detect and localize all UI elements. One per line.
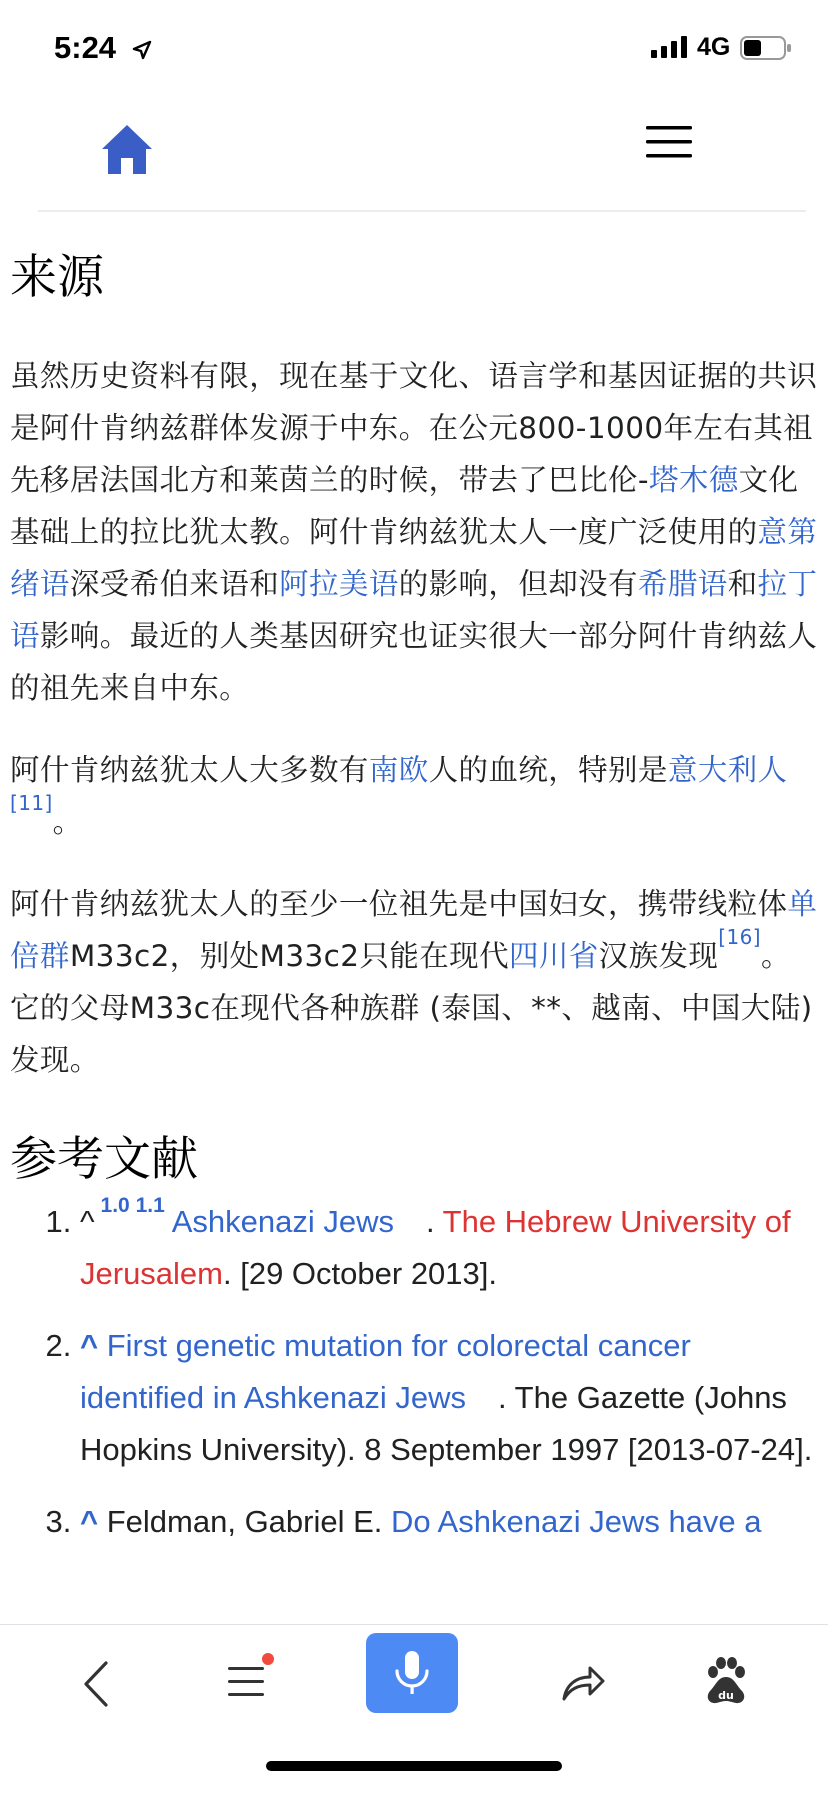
reference-list [10,1196,820,1548]
external-link-icon [400,1214,418,1232]
voice-search-button[interactable] [366,1633,458,1713]
text-span: 的影响，但却没有 [398,567,638,601]
microphone-icon [366,1633,458,1713]
link-greek[interactable]: 希腊语 [637,567,728,601]
cellular-signal-icon [651,36,691,58]
ref-red-link[interactable]: The Hebrew University of Jerusalem [80,1204,791,1291]
text-span: . The Gazette (Johns Hopkins University). 8 September 1997 [2013-07-24]. [80,1380,813,1467]
back-icon[interactable] [78,1659,114,1709]
link-talmud[interactable]: 塔木德 [648,463,739,497]
text-span: 。它的父母M33c在现代各种族群 (泰国、**、越南、中国大陆)发现。 [10,939,813,1077]
citation-11[interactable]: [11] [10,791,53,815]
link-latin[interactable]: 拉丁语 [10,567,818,653]
link-southern-europe[interactable]: 南欧 [368,753,429,787]
text-span: 虽然历史资料有限，现在基于文化、语言学和基因证据的共识是阿什肯纳兹群体发源于中东。在公元800-1000年左右其祖先移居法国北方和莱茵兰的时候，带去了巴比伦- [10,359,818,497]
article-content [10,212,820,1624]
text-span: Feldman, Gabriel E. [106,1504,392,1539]
ref-link[interactable]: First genetic mutation for colorectal cancer identified in Ashkenazi Jews [80,1328,691,1415]
link-yiddish[interactable]: 意第绪语 [10,515,818,601]
paragraph-chinese-ancestor [10,878,820,1086]
baidu-paw-icon[interactable] [700,1655,752,1707]
battery-icon [740,36,792,60]
paragraph-south-europe [10,744,820,848]
external-link-icon [472,1390,490,1408]
link-aramaic[interactable]: 阿拉美语 [279,567,399,601]
list-button[interactable] [224,1659,270,1705]
ref-caret[interactable]: ^ [80,1504,99,1539]
ref-caret: ^ [80,1204,95,1239]
link-haplogroup[interactable]: 单倍群 [10,887,818,973]
ref-link[interactable]: Ashkenazi Jews [171,1204,394,1239]
text-span: 汉族发现 [598,939,719,973]
link-italians[interactable]: 意大利人 [667,753,788,787]
home-icon[interactable] [100,122,154,176]
home-indicator[interactable] [266,1761,562,1771]
link-sichuan[interactable]: 四川省 [508,939,599,973]
text-span: 阿什肯纳兹犹太人大多数有 [10,753,369,787]
text-span: 。 [52,805,83,839]
paragraph-origin [10,350,820,714]
hamburger-menu-icon[interactable] [646,126,692,158]
share-icon[interactable] [560,1663,606,1703]
ref-caret[interactable]: ^ [80,1328,99,1363]
text-span: . [29 October 2013]. [223,1256,498,1291]
text-span: 影响。最近的人类基因研究也证实很大一部分阿什肯纳兹人的祖先来自中东。 [10,619,818,705]
text-span: 和 [727,567,758,601]
ref-link[interactable]: Do Ashkenazi Jews have a [391,1504,762,1539]
section-title-references: 参考文献 [10,1132,198,1187]
location-arrow-icon [132,40,152,60]
text-span: 人的血统，特别是 [428,753,668,787]
ref-backlinks[interactable]: 1.0 1.1 [100,1194,165,1217]
text-span: M33c2，别处M33c2只能在现代 [69,939,509,973]
reference-item [80,1496,820,1548]
text-span: 阿什肯纳兹犹太人的至少一位祖先是中国妇女，携带线粒体 [10,887,788,921]
reference-item [80,1320,820,1476]
network-type: 4G [697,33,731,61]
text-span: 深受希伯来语和 [69,567,280,601]
svg-text:du: du [718,1689,734,1702]
section-title-origin: 来源 [10,250,104,305]
text-span: . [425,1204,443,1239]
status-time: 5:24 [54,30,117,65]
reference-item [80,1196,820,1300]
text-span: 文化基础上的拉比犹太教。阿什肯纳兹犹太人一度广泛使用的 [10,463,799,549]
status-bar [0,0,828,96]
list-icon [224,1659,270,1705]
notification-dot [262,1653,274,1665]
citation-16[interactable]: [16] [718,925,761,949]
